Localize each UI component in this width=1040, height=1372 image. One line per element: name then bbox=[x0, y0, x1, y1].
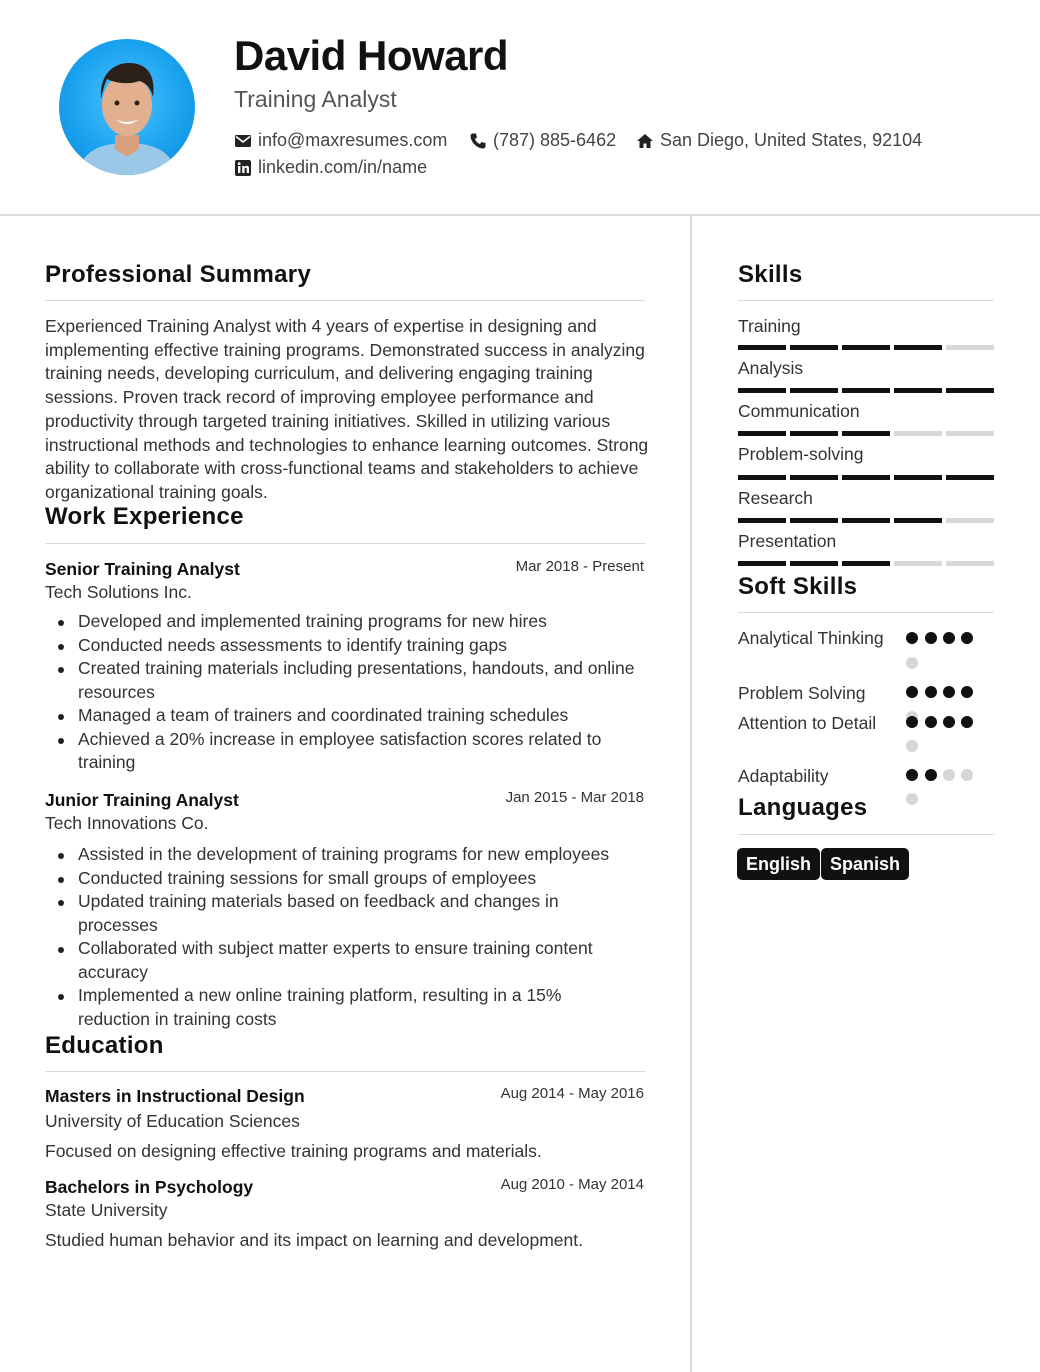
degree-title: Bachelors in Psychology bbox=[45, 1177, 254, 1197]
language-badge: Spanish bbox=[821, 848, 909, 880]
rating-dot bbox=[943, 769, 955, 781]
skill-level-segment bbox=[738, 388, 786, 393]
list-item: Assisted in the development of training programs for new employees bbox=[45, 843, 635, 867]
experience-rule bbox=[45, 543, 645, 544]
job-dates: Mar 2018 - Present bbox=[515, 558, 644, 575]
skill-level-segment bbox=[842, 518, 890, 523]
soft-skill-label: Adaptability bbox=[738, 766, 829, 786]
education-heading: Education bbox=[45, 1032, 164, 1059]
list-item: Achieved a 20% increase in employee satisfaction scores related to training bbox=[45, 728, 635, 775]
rating-dot bbox=[961, 769, 973, 781]
skill-label: Problem-solving bbox=[738, 444, 864, 464]
skill-level-segment bbox=[894, 518, 942, 523]
school-name: University of Education Sciences bbox=[45, 1111, 300, 1131]
skill-level-segment bbox=[790, 388, 838, 393]
rating-dot bbox=[925, 686, 937, 698]
skill-level-segment bbox=[894, 388, 942, 393]
school-name: State University bbox=[45, 1200, 168, 1220]
language-badge: English bbox=[737, 848, 820, 880]
phone-text: (787) 885-6462 bbox=[493, 130, 617, 150]
soft-skill-label: Problem Solving bbox=[738, 683, 866, 703]
location-text: San Diego, United States, 92104 bbox=[660, 130, 923, 150]
skill-level-segment bbox=[842, 475, 890, 480]
list-item: Collaborated with subject matter experts to ensure training content accuracy bbox=[45, 937, 635, 984]
list-item: Implemented a new online training platform, resulting in a 15% reduction in training costs bbox=[45, 984, 635, 1031]
candidate-name: David Howard bbox=[234, 32, 509, 79]
degree-dates: Aug 2010 - May 2014 bbox=[500, 1176, 644, 1193]
skill-level-segment bbox=[946, 431, 994, 436]
job-title: Senior Training Analyst bbox=[45, 559, 240, 579]
skill-level-segment bbox=[894, 475, 942, 480]
rating-dot bbox=[961, 716, 973, 728]
soft-skills-heading: Soft Skills bbox=[738, 573, 858, 600]
skill-label: Communication bbox=[738, 401, 860, 421]
skill-level-segment bbox=[790, 475, 838, 480]
list-item: Updated training materials based on feedback and changes in processes bbox=[45, 890, 635, 937]
summary-heading: Professional Summary bbox=[45, 261, 312, 288]
list-item: Developed and implemented training programs for new hires bbox=[45, 610, 635, 634]
rating-dot bbox=[906, 657, 918, 669]
skill-level-bar bbox=[738, 345, 994, 350]
home-icon bbox=[636, 132, 654, 150]
rating-dot bbox=[943, 716, 955, 728]
skill-level-bar bbox=[738, 561, 994, 566]
summary-text: Experienced Training Analyst with 4 years of expertise in designing and implementing effective training programs. Demonstrated success in analyzing training needs, developing curriculum, and delivering engaging training sessions. Proven track record of improving employee performance and productivity through targeted training initiatives. Skilled in utilizing various instructional methods and technologies to enhance learning outcomes. Strong ability to collaborate with cross-functional teams and stakeholders to achieve organizational training goals. bbox=[45, 316, 649, 502]
skills-heading: Skills bbox=[738, 261, 803, 288]
candidate-role: Training Analyst bbox=[234, 86, 397, 112]
linkedin-icon bbox=[234, 159, 252, 177]
degree-description: Studied human behavior and its impact on learning and development. bbox=[45, 1230, 583, 1250]
skill-level-segment bbox=[894, 561, 942, 566]
skill-level-segment bbox=[738, 431, 786, 436]
skill-level-segment bbox=[946, 475, 994, 480]
rating-dot bbox=[925, 769, 937, 781]
rating-dot bbox=[925, 716, 937, 728]
soft-skills-rule bbox=[738, 612, 994, 613]
languages-heading: Languages bbox=[738, 794, 868, 821]
contact-phone[interactable] bbox=[469, 130, 616, 151]
resume-header bbox=[0, 0, 1040, 216]
skill-level-segment bbox=[790, 518, 838, 523]
column-divider bbox=[690, 216, 692, 1372]
linkedin-text: linkedin.com/in/name bbox=[258, 157, 428, 177]
skill-level-segment bbox=[842, 431, 890, 436]
rating-dot bbox=[943, 686, 955, 698]
list-item: Created training materials including presentations, handouts, and online resources bbox=[45, 657, 635, 704]
skill-level-segment bbox=[738, 345, 786, 350]
skill-level-segment bbox=[842, 561, 890, 566]
profile-photo bbox=[59, 39, 195, 175]
experience-heading: Work Experience bbox=[45, 503, 244, 530]
skill-level-segment bbox=[842, 388, 890, 393]
skill-label: Analysis bbox=[738, 358, 804, 378]
skill-level-segment bbox=[790, 345, 838, 350]
rating-dot bbox=[906, 686, 918, 698]
rating-dot bbox=[961, 632, 973, 644]
job-title: Junior Training Analyst bbox=[45, 790, 239, 810]
soft-skill-label: Analytical Thinking bbox=[738, 628, 884, 648]
contact-location bbox=[636, 130, 922, 151]
degree-title: Masters in Instructional Design bbox=[45, 1086, 305, 1106]
skill-level-segment bbox=[790, 431, 838, 436]
job-company: Tech Innovations Co. bbox=[45, 813, 209, 833]
skill-level-bar bbox=[738, 475, 994, 480]
skill-level-segment bbox=[946, 388, 994, 393]
list-item: Conducted training sessions for small groups of employees bbox=[45, 867, 635, 891]
skill-level-segment bbox=[894, 345, 942, 350]
person-avatar-icon bbox=[59, 39, 195, 175]
skill-level-segment bbox=[946, 518, 994, 523]
rating-dot bbox=[906, 716, 918, 728]
job-company: Tech Solutions Inc. bbox=[45, 582, 192, 602]
education-rule bbox=[45, 1071, 645, 1072]
rating-dot bbox=[925, 632, 937, 644]
rating-dot bbox=[943, 632, 955, 644]
job-bullets bbox=[45, 843, 635, 1031]
phone-icon bbox=[469, 132, 487, 150]
rating-dot bbox=[906, 632, 918, 644]
job-bullets bbox=[45, 610, 635, 775]
job-dates: Jan 2015 - Mar 2018 bbox=[505, 789, 644, 806]
degree-description: Focused on designing effective training programs and materials. bbox=[45, 1141, 542, 1161]
contact-linkedin[interactable] bbox=[234, 157, 427, 178]
skill-level-segment bbox=[738, 518, 786, 523]
soft-skill-label: Attention to Detail bbox=[738, 713, 877, 733]
contact-email[interactable] bbox=[234, 130, 447, 151]
skill-level-segment bbox=[946, 345, 994, 350]
skills-rule bbox=[738, 300, 994, 301]
rating-dot bbox=[961, 686, 973, 698]
skill-level-segment bbox=[894, 431, 942, 436]
summary-rule bbox=[45, 300, 645, 301]
skill-level-bar bbox=[738, 518, 994, 523]
skill-level-segment bbox=[738, 561, 786, 566]
skill-label: Research bbox=[738, 488, 813, 508]
degree-dates: Aug 2014 - May 2016 bbox=[500, 1085, 644, 1102]
rating-dot bbox=[906, 769, 918, 781]
rating-dot bbox=[906, 740, 918, 752]
envelope-icon bbox=[234, 132, 252, 150]
skill-label: Presentation bbox=[738, 531, 837, 551]
skill-level-bar bbox=[738, 431, 994, 436]
skill-level-segment bbox=[842, 345, 890, 350]
email-text: info@maxresumes.com bbox=[258, 130, 448, 150]
languages-rule bbox=[738, 834, 994, 835]
skill-level-bar bbox=[738, 388, 994, 393]
skill-label: Training bbox=[738, 316, 801, 336]
rating-dot bbox=[906, 793, 918, 805]
list-item: Conducted needs assessments to identify training gaps bbox=[45, 634, 635, 658]
skill-level-segment bbox=[790, 561, 838, 566]
skill-level-segment bbox=[738, 475, 786, 480]
list-item: Managed a team of trainers and coordinated training schedules bbox=[45, 704, 635, 728]
skill-level-segment bbox=[946, 561, 994, 566]
